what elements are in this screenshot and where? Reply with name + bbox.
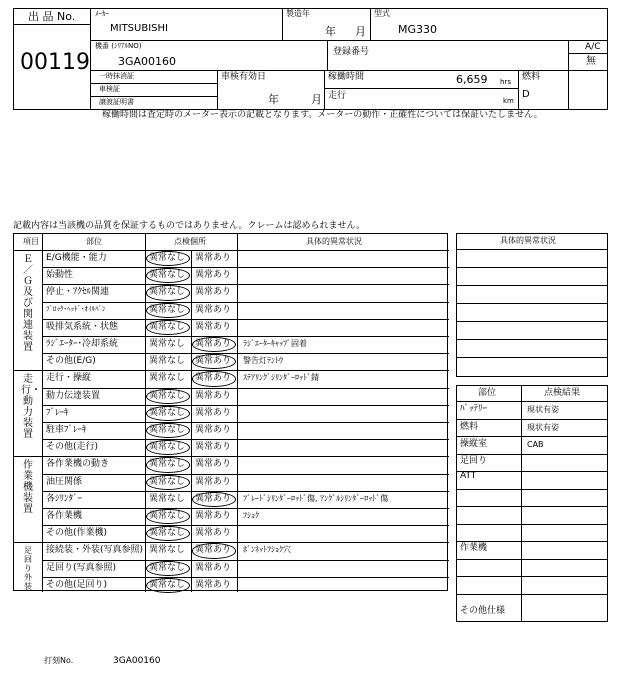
- abnormal-option[interactable]: 異常あり: [195, 442, 232, 453]
- abnormal-option[interactable]: 異常あり: [195, 425, 232, 435]
- row-part: ﾗｼﾞｴｰﾀｰ･冷却系統: [46, 339, 119, 349]
- km-unit: km: [503, 97, 514, 105]
- result-part: その他仕様: [460, 606, 506, 616]
- normal-option[interactable]: 異常なし: [149, 528, 186, 539]
- result-col-result: 点検結果: [544, 388, 581, 398]
- hours-value: 6,659: [456, 73, 488, 86]
- abnormal-option[interactable]: 異常あり: [195, 545, 232, 556]
- normal-option[interactable]: 異常なし: [149, 321, 186, 332]
- selection-circle: [146, 406, 190, 421]
- inspection-cert-label: 車検証: [99, 85, 120, 93]
- row-part: その他(走行): [46, 442, 99, 453]
- selection-circle: [192, 492, 236, 507]
- km-label: 走行: [328, 91, 347, 101]
- ac-value: 無: [586, 56, 596, 67]
- abnormal-option[interactable]: 異常あり: [195, 253, 232, 263]
- normal-option[interactable]: 異常なし: [149, 390, 186, 401]
- result-table: [456, 385, 608, 622]
- row-part: 停止・ｱｸｾﾙ関連: [46, 287, 110, 298]
- group-label: 走行・動力装置: [21, 374, 41, 441]
- selection-circle: [146, 526, 190, 541]
- col-check-header: 点検個所: [174, 237, 206, 246]
- result-col-part: 部位: [478, 388, 497, 398]
- normal-option[interactable]: 異常なし: [149, 476, 186, 487]
- normal-option[interactable]: 異常なし: [149, 253, 186, 263]
- abnormal-option[interactable]: 異常あり: [195, 304, 232, 315]
- normal-option[interactable]: 異常なし: [149, 287, 186, 298]
- normal-option[interactable]: 異常なし: [149, 425, 186, 435]
- normal-option[interactable]: 異常なし: [149, 356, 186, 367]
- selection-circle: [146, 509, 190, 524]
- hours-note: 稼働時間は査定時のメーター表示の記載となります。メーターの動作・正確性については保証いたしません。: [102, 110, 543, 120]
- result-part: ﾊﾞｯﾃﾘｰ: [460, 404, 488, 414]
- disclaimer: 記載内容は当該機の品質を保証するものではありません。クレームは認められません。: [13, 221, 366, 231]
- fuel-label: 燃料: [522, 72, 541, 82]
- normal-option[interactable]: 異常なし: [149, 407, 186, 418]
- selection-circle: [192, 354, 236, 369]
- row-part: その他(足回り): [46, 579, 108, 590]
- col-part-header: 部位: [86, 237, 102, 246]
- row-part: 接続装・外装(写真参照): [46, 545, 144, 556]
- ac-label: A/C: [585, 42, 601, 52]
- normal-option[interactable]: 異常なし: [149, 304, 186, 315]
- serial-label: 機番 (ｼﾘｱﾙNO): [95, 42, 142, 50]
- model-value: MG330: [398, 23, 438, 36]
- row-detail: 警告灯ﾃﾝﾄｳ: [243, 356, 283, 366]
- row-part: ﾌﾞﾛｯｸ･ﾍｯﾄﾞ･ｵｲﾙﾊﾟﾝ: [46, 304, 106, 313]
- transfer-cert-label: 譲渡証明書: [99, 98, 134, 106]
- abnormal-option[interactable]: 異常あり: [195, 373, 232, 384]
- result-value: 現状有姿: [527, 405, 559, 414]
- selection-circle: [192, 543, 236, 558]
- row-part: 各作業機の動き: [46, 459, 110, 470]
- row-part: その他(E/G): [46, 356, 96, 367]
- abnormal-option[interactable]: 異常あり: [195, 321, 232, 332]
- month-unit: 月: [355, 25, 366, 38]
- selection-circle: [146, 578, 190, 593]
- abnormal-option[interactable]: 異常あり: [195, 407, 232, 418]
- group-label: 足回り外装: [24, 546, 32, 592]
- serial-value: 3GA00160: [118, 55, 177, 68]
- valid-month-unit: 月: [311, 93, 322, 106]
- normal-option[interactable]: 異常なし: [149, 339, 186, 349]
- selection-circle: [146, 320, 190, 335]
- hours-unit: hrs: [500, 78, 511, 86]
- result-part: ATT: [460, 471, 477, 481]
- abnormal-option[interactable]: 異常あり: [195, 390, 232, 401]
- row-part: その他(作業機): [46, 528, 108, 539]
- normal-option[interactable]: 異常なし: [149, 493, 186, 504]
- right-detail-title: 具体的異常状況: [500, 236, 556, 245]
- abnormal-option[interactable]: 異常あり: [195, 562, 232, 573]
- abnormal-option[interactable]: 異常あり: [195, 511, 232, 521]
- result-value: CAB: [527, 440, 544, 449]
- selection-circle: [146, 251, 190, 266]
- col-item-header: 項目: [23, 237, 39, 246]
- result-part: 燃料: [460, 422, 479, 432]
- row-part: 走行・操縦: [46, 373, 92, 384]
- row-detail: ﾌｼｮｸ: [243, 511, 259, 520]
- row-part: 油圧関係: [46, 476, 83, 487]
- normal-option[interactable]: 異常なし: [149, 373, 186, 384]
- row-part: 動力伝達装置: [46, 390, 101, 401]
- selection-circle: [146, 268, 190, 283]
- normal-option[interactable]: 異常なし: [149, 545, 186, 556]
- row-detail: ﾌﾞﾚｰﾄﾞｼﾘﾝﾀﾞｰﾛｯﾄﾞ傷, ｱﾝｸﾞﾙｼﾘﾝﾀﾞｰﾛｯﾄﾞ傷: [243, 493, 389, 503]
- selection-circle: [146, 303, 190, 318]
- normal-option[interactable]: 異常なし: [149, 511, 186, 521]
- lot-label: 出 品 No.: [28, 10, 76, 23]
- reg-label: 登録番号: [333, 47, 370, 57]
- selection-circle: [146, 423, 190, 438]
- maker-label: ﾒｰｶｰ: [95, 10, 109, 18]
- fuel-value: D: [522, 89, 530, 100]
- abnormal-option[interactable]: 異常あり: [195, 579, 232, 590]
- selection-circle: [146, 389, 190, 404]
- abnormal-option[interactable]: 異常あり: [195, 339, 232, 349]
- result-part: 足回り: [460, 456, 488, 466]
- hours-label: 稼働時間: [328, 72, 365, 82]
- row-detail: ﾎﾞﾝﾈｯﾄﾌｼｮｸ穴: [243, 545, 291, 555]
- result-value: 現状有姿: [527, 423, 559, 432]
- maker-value: MITSUBISHI: [110, 23, 168, 34]
- abnormal-option[interactable]: 異常あり: [195, 476, 232, 487]
- row-part: 吸排気系統・状態: [46, 321, 119, 332]
- abnormal-option[interactable]: 異常あり: [195, 459, 232, 470]
- abnormal-option[interactable]: 異常あり: [195, 528, 232, 539]
- year-unit: 年: [325, 25, 336, 38]
- row-part: E/G機能・能力: [46, 253, 107, 263]
- row-part: 各ｼﾘﾝﾀﾞｰ: [46, 493, 83, 504]
- selection-circle: [146, 457, 190, 472]
- row-part: ﾌﾞﾚｰｷ: [46, 407, 69, 418]
- temp-permit-label: 一時抹消証: [99, 72, 134, 80]
- group-label: Ｅ／Ｇ及び関連装置: [23, 254, 33, 353]
- selection-circle: [192, 371, 236, 386]
- valid-year-unit: 年: [268, 93, 279, 106]
- row-part: 各作業機: [46, 511, 83, 521]
- selection-circle: [146, 475, 190, 490]
- row-part: 始動性: [46, 270, 74, 281]
- abnormal-option[interactable]: 異常あり: [195, 270, 232, 281]
- inspection-table: [13, 233, 448, 591]
- row-part: 足回り(写真参照): [46, 562, 117, 573]
- normal-option[interactable]: 異常なし: [149, 579, 186, 590]
- inspection-valid-label: 車検有効日: [221, 72, 267, 82]
- model-label: 型式: [374, 9, 390, 18]
- right-detail-box: [456, 233, 608, 377]
- year-label: 製造年: [286, 9, 310, 18]
- selection-circle: [146, 561, 190, 576]
- normal-option[interactable]: 異常なし: [149, 442, 186, 453]
- col-detail-header: 具体的異常状況: [306, 237, 362, 246]
- result-part: 作業機: [460, 543, 488, 553]
- stamp-label: 打刻No.: [44, 656, 74, 665]
- result-part: 操縦室: [460, 439, 488, 449]
- group-label: 作業機装置: [23, 460, 33, 516]
- row-detail: ｽﾃｱﾘﾝｸﾞｼﾘﾝﾀﾞｰﾛｯﾄﾞ錆: [243, 373, 319, 383]
- abnormal-option[interactable]: 異常あり: [195, 356, 232, 367]
- row-detail: ﾗｼﾞｴｰﾀｰｷｬｯﾌﾟ固着: [243, 339, 307, 348]
- abnormal-option[interactable]: 異常あり: [195, 493, 232, 504]
- selection-circle: [192, 337, 236, 352]
- lot-number: 00119: [20, 50, 90, 75]
- selection-circle: [146, 440, 190, 455]
- normal-option[interactable]: 異常なし: [149, 459, 186, 470]
- stamp-number: 3GA00160: [113, 656, 161, 666]
- normal-option[interactable]: 異常なし: [149, 270, 186, 281]
- normal-option[interactable]: 異常なし: [149, 562, 186, 573]
- selection-circle: [146, 285, 190, 300]
- abnormal-option[interactable]: 異常あり: [195, 287, 232, 298]
- row-part: 駐車ﾌﾞﾚｰｷ: [46, 425, 87, 435]
